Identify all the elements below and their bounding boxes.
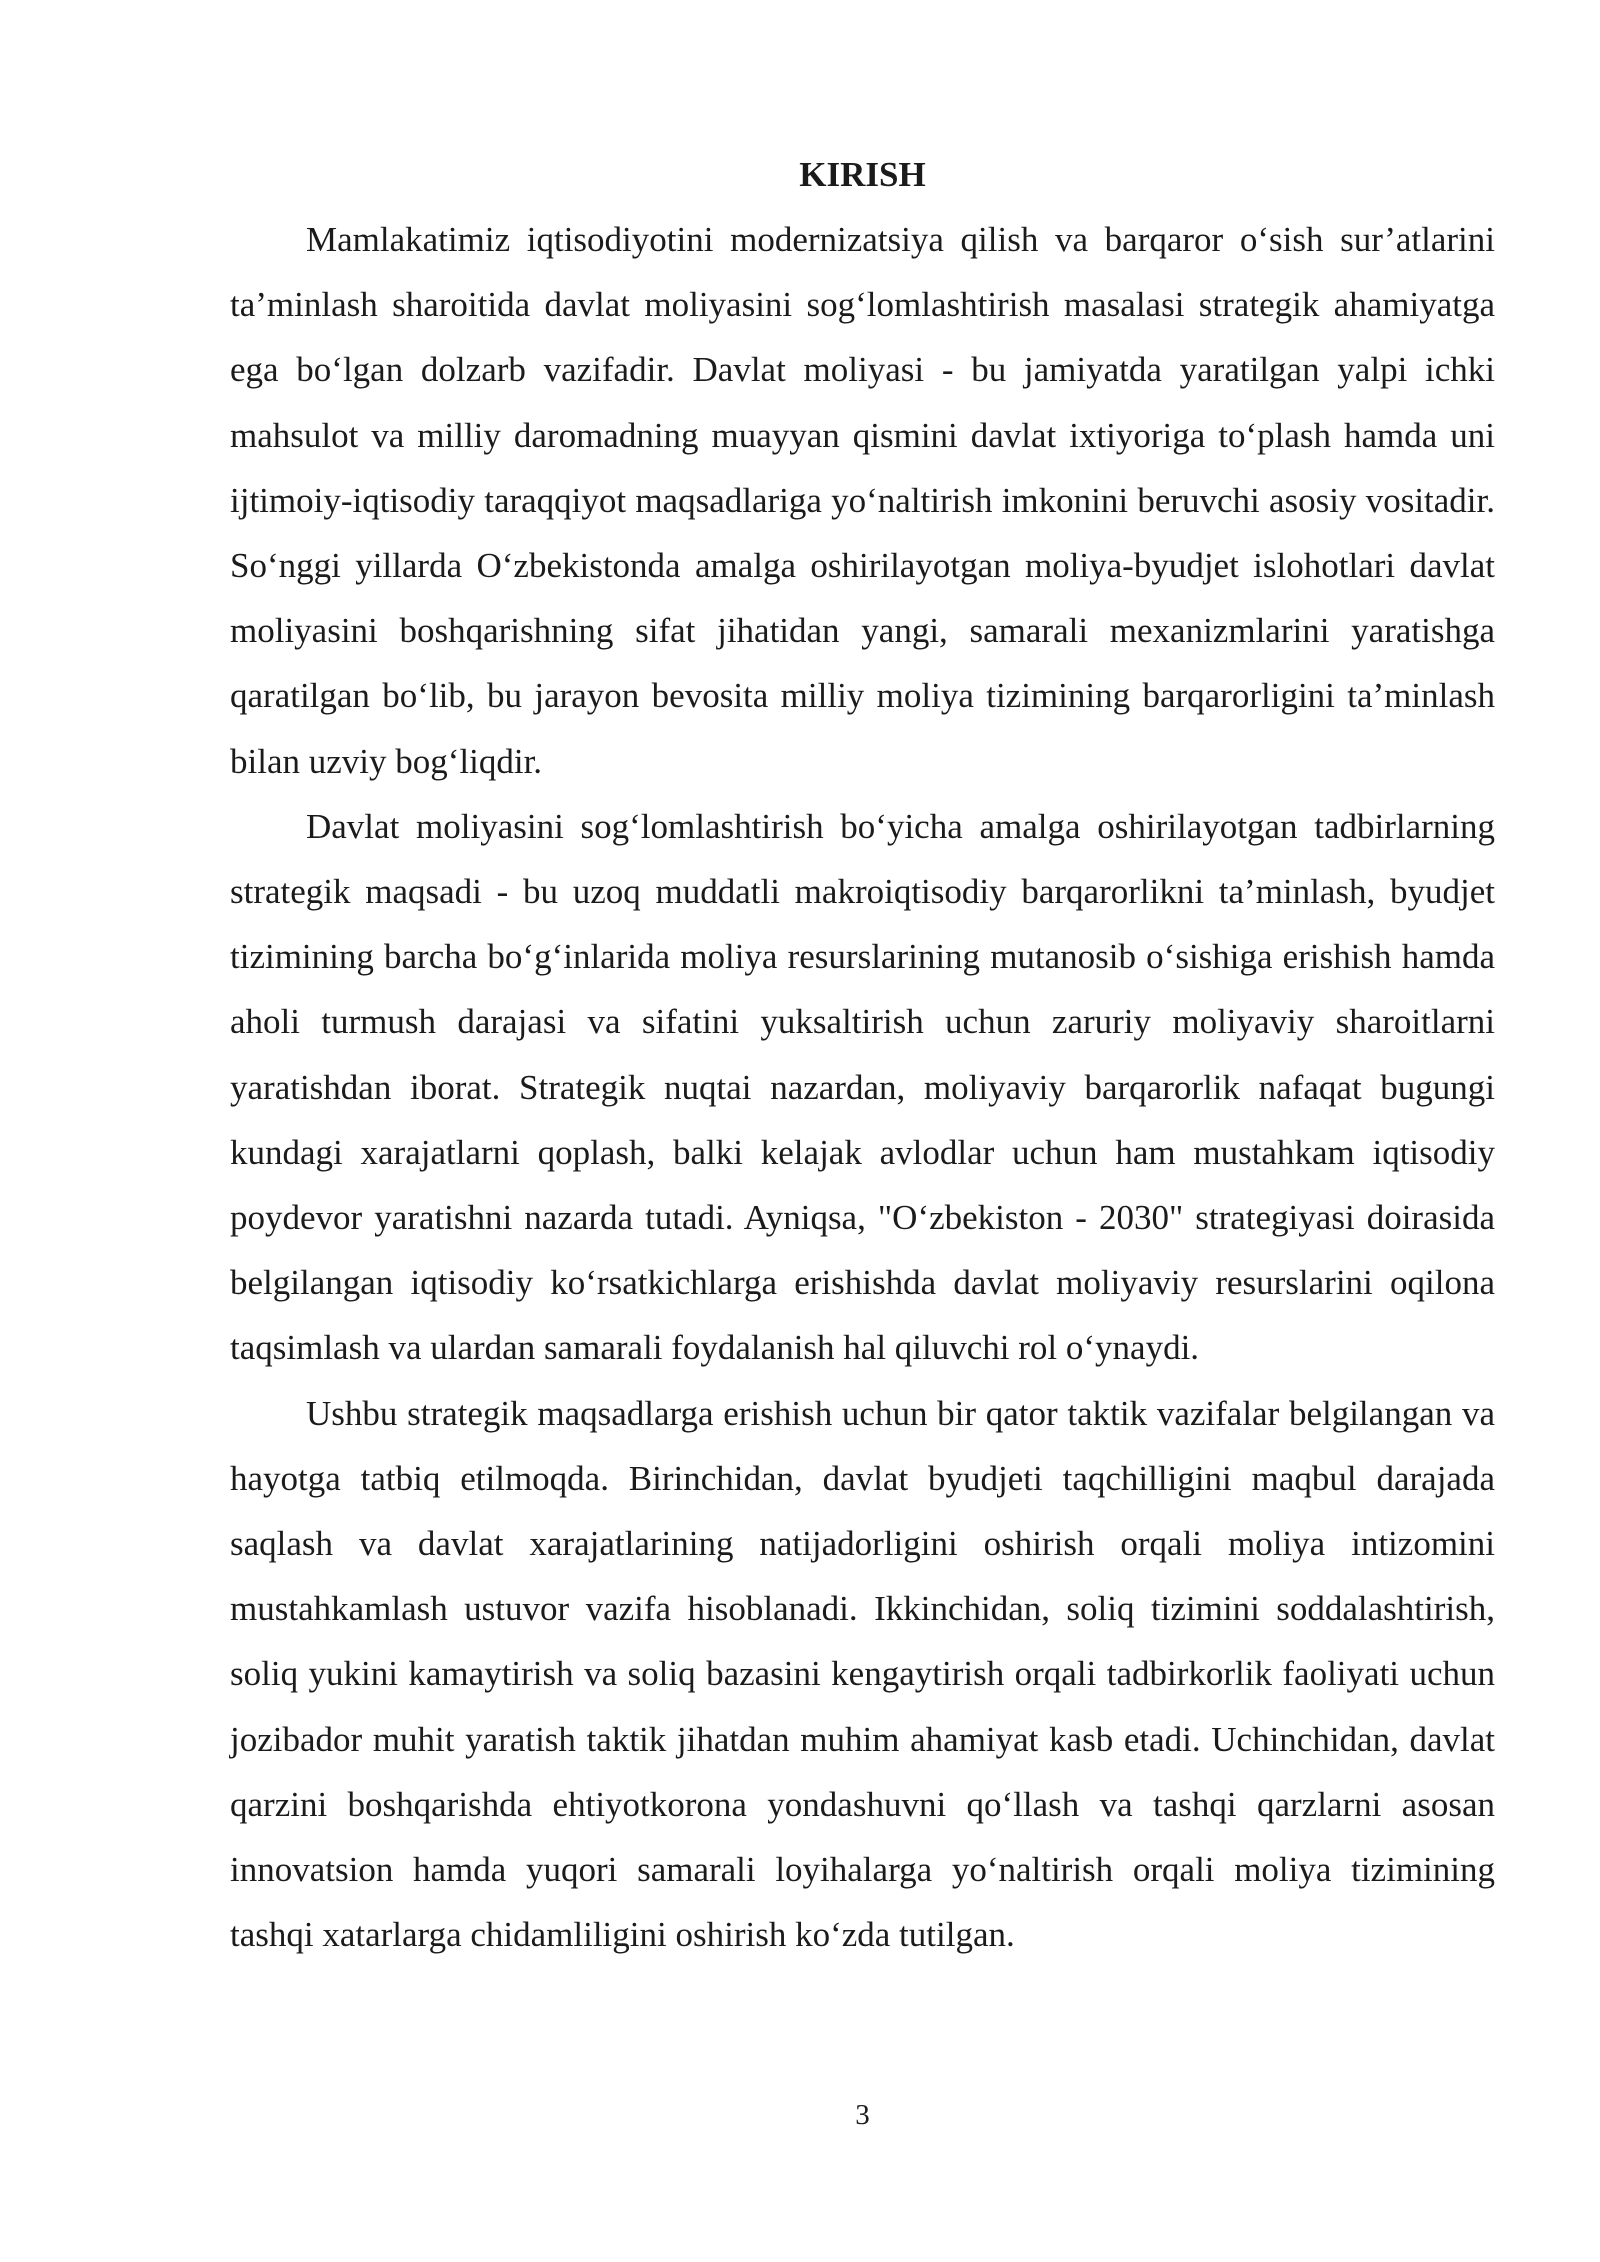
paragraph-2: Davlat moliyasini sog‘lomlashtirish bo‘yicha amalga oshirilayotgan tadbirlarning strategik maqsadi - bu uzoq muddatli makroiqtisodiy barqarorlikni ta’minlash, byudjet tizimining barcha bo‘g‘inlarida moliya resurslarining mutanosib o‘sishiga erishish hamda aholi turmush darajasi va sifatini yuksaltirish uchun zaruriy moliyaviy sharoitlarni yaratishdan iborat. Strategik nuqtai nazardan, moliyaviy barqarorlik nafaqat bugungi kundagi xarajatlarni qoplash, balki kelajak avlodlar uchun ham mustahkam iqtisodiy poydevor yaratishni nazarda tutadi. Ayniqsa, "O‘zbekiston - 2030" strategiyasi doirasida belgilangan iqtisodiy ko‘rsatkichlarga erishishda davlat moliyaviy resurslarini oqilona taqsimlash va ulardan samarali foydalanish hal qiluvchi rol o‘ynaydi. xyxy=(230,806,1495,1368)
page-content xyxy=(230,148,1495,1967)
paragraph-1: Mamlakatimiz iqtisodiyotini modernizatsiya qilish va barqaror o‘sish sur’atlarini ta’minlash sharoitida davlat moliyasini sog‘lomlashtirish masalasi strategik ahamiyatga ega bo‘lgan dolzarb vazifadir. Davlat moliyasi - bu jamiyatda yaratilgan yalpi ichki mahsulot va milliy daromadning muayyan qismini davlat ixtiyoriga to‘plash hamda uni ijtimoiy-iqtisodiy taraqqiyot maqsadlariga yo‘naltirish imkonini beruvchi asosiy vositadir. So‘nggi yillarda O‘zbekistonda amalga oshirilayotgan moliya-byudjet islohotlari davlat moliyasini boshqarishning sifat jihatidan yangi, samarali mexanizmlarini yaratishga qaratilgan bo‘lib, bu jarayon bevosita milliy moliya tizimining barqarorligini ta’minlash bilan uzviy bog‘liqdir. xyxy=(230,220,1495,781)
paragraph-3: Ushbu strategik maqsadlarga erishish uchun bir qator taktik vazifalar belgilangan va hayotga tatbiq etilmoqda. Birinchidan, davlat byudjeti taqchilligini maqbul darajada saqlash va davlat xarajatlarining natijadorligini oshirish orqali moliya intizomini mustahkamlash ustuvor vazifa hisoblanadi. Ikkinchidan, soliq tizimini soddalashtirish, soliq yukini kamaytirish va soliq bazasini kengaytirish orqali tadbirkorlik faoliyati uchun jozibador muhit yaratish taktik jihatdan muhim ahamiyat kasb etadi. Uchinchidan, davlat qarzini boshqarishda ehtiyotkorona yondashuvni qo‘llash va tashqi qarzlarni asosan innovatsion hamda yuqori samarali loyihalarga yo‘naltirish orqali moliya tizimining tashqi xatarlarga chidamliligini oshirish ko‘zda tutilgan. xyxy=(230,1393,1495,1955)
page-number: 3 xyxy=(855,2099,870,2131)
section-title: KIRISH xyxy=(799,155,926,194)
